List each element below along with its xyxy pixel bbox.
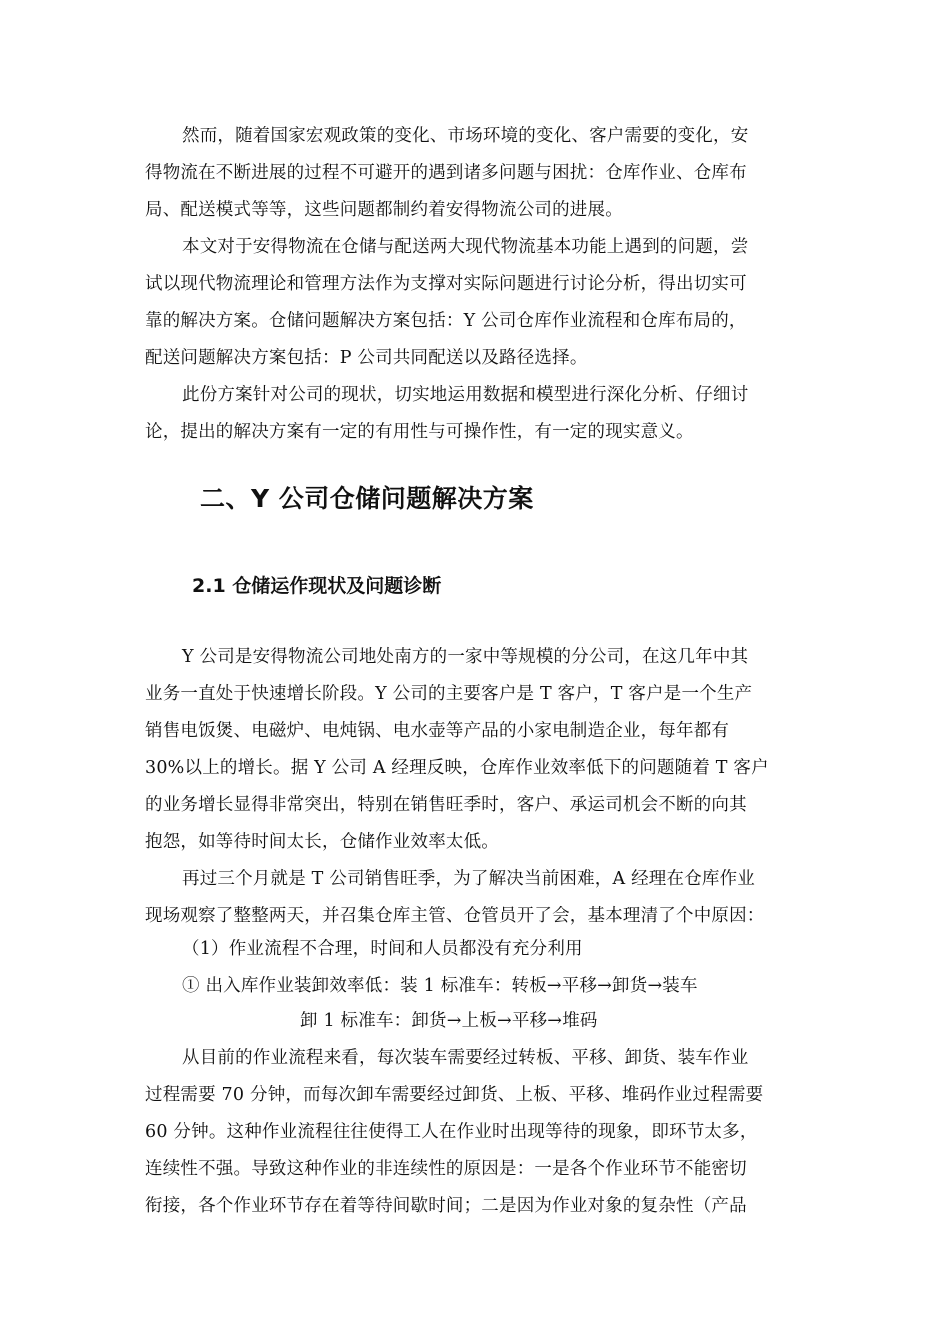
paragraph-2-line-4: 配送问题解决方案包括：P 公司共同配送以及路径选择。 xyxy=(145,348,588,368)
paragraph-6-line-3: 60 分钟。这种作业流程往往使得工人在作业时出现等待的现象，即环节太多， xyxy=(145,1122,758,1142)
paragraph-1-line-3: 局、配送模式等等，这些问题都制约着安得物流公司的进展。 xyxy=(145,200,623,220)
list-item-1a: ① 出入库作业装卸效率低：装 1 标准车：转板→平移→卸货→装车 xyxy=(182,976,698,996)
list-item-1b: 卸 1 标准车：卸货→上板→平移→堆码 xyxy=(300,1011,598,1031)
paragraph-1-line-2: 得物流在不断进展的过程不可避开的遇到诸多问题与困扰：仓库作业、仓库布 xyxy=(145,163,747,183)
paragraph-6-line-1: 从目前的作业流程来看，每次装车需要经过转板、平移、卸货、装车作业 xyxy=(182,1048,749,1068)
paragraph-5-line-2: 现场观察了整整两天，并召集仓库主管、仓管员开了会，基本理清了个中原因： xyxy=(145,906,765,926)
paragraph-3-line-1: 此份方案针对公司的现状，切实地运用数据和模型进行深化分析、仔细讨 xyxy=(182,385,749,405)
paragraph-4-line-4: 30%以上的增长。据 Y 公司 A 经理反映，仓库作业效率低下的问题随着 T 客户 xyxy=(145,758,769,778)
subsection-heading: 2.1 仓储运作现状及问题诊断 xyxy=(192,575,442,597)
paragraph-6-line-5: 衔接，各个作业环节存在着等待间歇时间；二是因为作业对象的复杂性（产品 xyxy=(145,1196,747,1216)
paragraph-4-line-5: 的业务增长显得非常突出，特别在销售旺季时，客户、承运司机会不断的向其 xyxy=(145,795,747,815)
paragraph-5-line-1: 再过三个月就是 T 公司销售旺季，为了解决当前困难，A 经理在仓库作业 xyxy=(182,869,755,889)
section-heading: 二、Y 公司仓储问题解决方案 xyxy=(200,484,534,513)
paragraph-2-line-2: 试以现代物流理论和管理方法作为支撑对实际问题进行讨论分析，得出切实可 xyxy=(145,274,747,294)
paragraph-6-line-2: 过程需要 70 分钟，而每次卸车需要经过卸货、上板、平移、堆码作业过程需要 xyxy=(145,1085,764,1105)
paragraph-2-line-3: 靠的解决方案。仓储问题解决方案包括：Y 公司仓库作业流程和仓库布局的， xyxy=(145,311,747,331)
paragraph-4-line-3: 销售电饭煲、电磁炉、电炖锅、电水壶等产品的小家电制造企业，每年都有 xyxy=(145,721,730,741)
list-item-1: （1）作业流程不合理，时间和人员都没有充分利用 xyxy=(182,939,583,959)
paragraph-4-line-1: Y 公司是安得物流公司地处南方的一家中等规模的分公司，在这几年中其 xyxy=(182,647,749,667)
paragraph-3-line-2: 论，提出的解决方案有一定的有用性与可操作性，有一定的现实意义。 xyxy=(145,422,694,442)
paragraph-4-line-2: 业务一直处于快速增长阶段。Y 公司的主要客户是 T 客户，T 客户是一个生产 xyxy=(145,684,753,704)
paragraph-2-line-1: 本文对于安得物流在仓储与配送两大现代物流基本功能上遇到的问题，尝 xyxy=(182,237,749,257)
paragraph-1-line-1: 然而，随着国家宏观政策的变化、市场环境的变化、客户需要的变化，安 xyxy=(182,126,749,146)
paragraph-4-line-6: 抱怨，如等待时间太长，仓储作业效率太低。 xyxy=(145,832,499,852)
paragraph-6-line-4: 连续性不强。导致这种作业的非连续性的原因是：一是各个作业环节不能密切 xyxy=(145,1159,747,1179)
